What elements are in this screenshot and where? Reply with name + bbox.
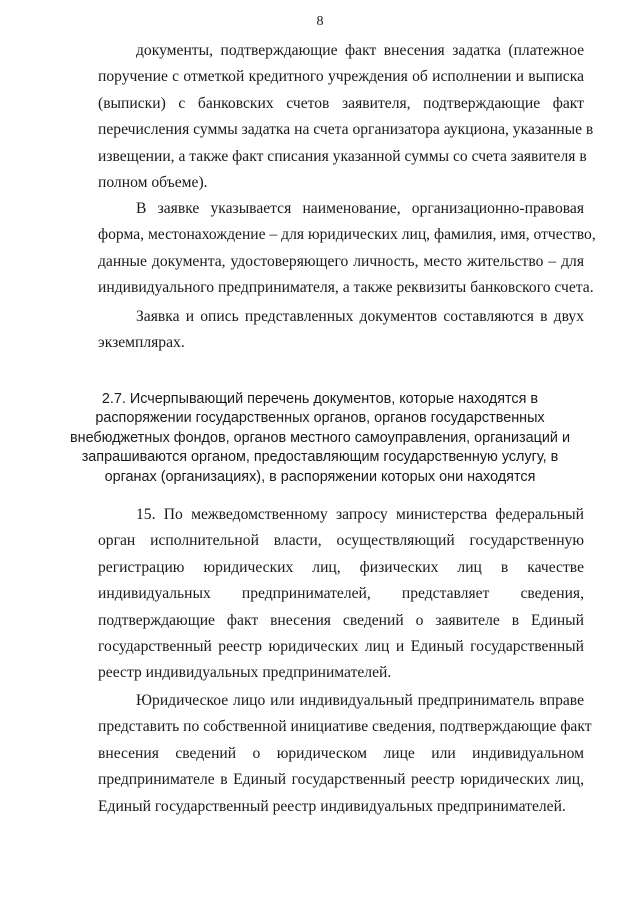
text-line: внесения сведений о юридическом лице или индивидуальном	[98, 744, 584, 762]
text-line: орган исполнительной власти, осуществляющий государственную	[98, 532, 584, 550]
paragraph-copies	[98, 304, 584, 357]
text-line: индивидуального предпринимателя, а также реквизиты банковского счета.	[98, 279, 594, 297]
text-line: государственный реестр юридических лиц и Единый государственный	[98, 638, 584, 656]
paragraph-own-initiative	[98, 688, 592, 820]
text-line: предпринимателе в Единый государственный реестр юридических лиц,	[98, 771, 584, 789]
text-line: индивидуальных предпринимателей, представляет сведения,	[98, 585, 584, 603]
heading-line: внебюджетных фондов, органов местного самоуправления, организаций и	[69, 429, 571, 446]
text-line: полном объеме).	[98, 174, 208, 192]
page-number: 8	[316, 14, 324, 29]
text-line: извещении, а также факт списания указанной суммы со счета заявителя в	[98, 147, 587, 165]
text-line: форма, местонахождение – для юридических лиц, фамилия, имя, отчество,	[98, 226, 596, 244]
heading-line: распоряжении государственных органов, органов государственных	[95, 410, 545, 427]
text-line: документы, подтверждающие факт внесения задатка (платежное	[136, 42, 584, 59]
paragraph-application-content	[98, 196, 596, 302]
text-line: Юридическое лицо или индивидуальный предприниматель вправе	[136, 692, 584, 709]
text-line: подтверждающие факт внесения сведений о заявителе в Единый	[98, 611, 584, 629]
paragraph-item-15	[98, 502, 584, 687]
text-line: 15. По межведомственному запросу министерства федеральный	[136, 506, 584, 523]
text-line: Заявка и опись представленных документов составляются в двух	[136, 308, 584, 325]
text-line: перечисления суммы задатка на счета организатора аукциона, указанные в	[98, 121, 594, 139]
text-line: (выписки) с банковских счетов заявителя, подтверждающие факт	[98, 94, 584, 112]
text-line: поручение с отметкой кредитного учреждения об исполнении и выписка	[98, 68, 584, 86]
text-line: В заявке указывается наименование, организационно-правовая	[136, 200, 584, 217]
text-line: экземплярах.	[98, 334, 185, 352]
heading-line: запрашиваются органом, предоставляющим государственную услугу, в	[81, 449, 559, 466]
text-line: регистрацию юридических лиц, физических лиц в качестве	[98, 558, 584, 576]
text-line: Единый государственный реестр индивидуальных предпринимателей.	[98, 797, 566, 815]
heading-line: органах (организациях), в распоряжении которых они находятся	[104, 468, 536, 485]
text-line: данные документа, удостоверяющего личность, место жительство – для	[98, 252, 584, 270]
section-heading	[0, 390, 640, 487]
paragraph-continuation	[98, 38, 594, 196]
text-line: представить по собственной инициативе сведения, подтверждающие факт	[98, 718, 592, 736]
text-line: реестр индивидуальных предпринимателей.	[98, 664, 392, 682]
heading-line: 2.7. Исчерпывающий перечень документов, которые находятся в	[101, 391, 539, 407]
